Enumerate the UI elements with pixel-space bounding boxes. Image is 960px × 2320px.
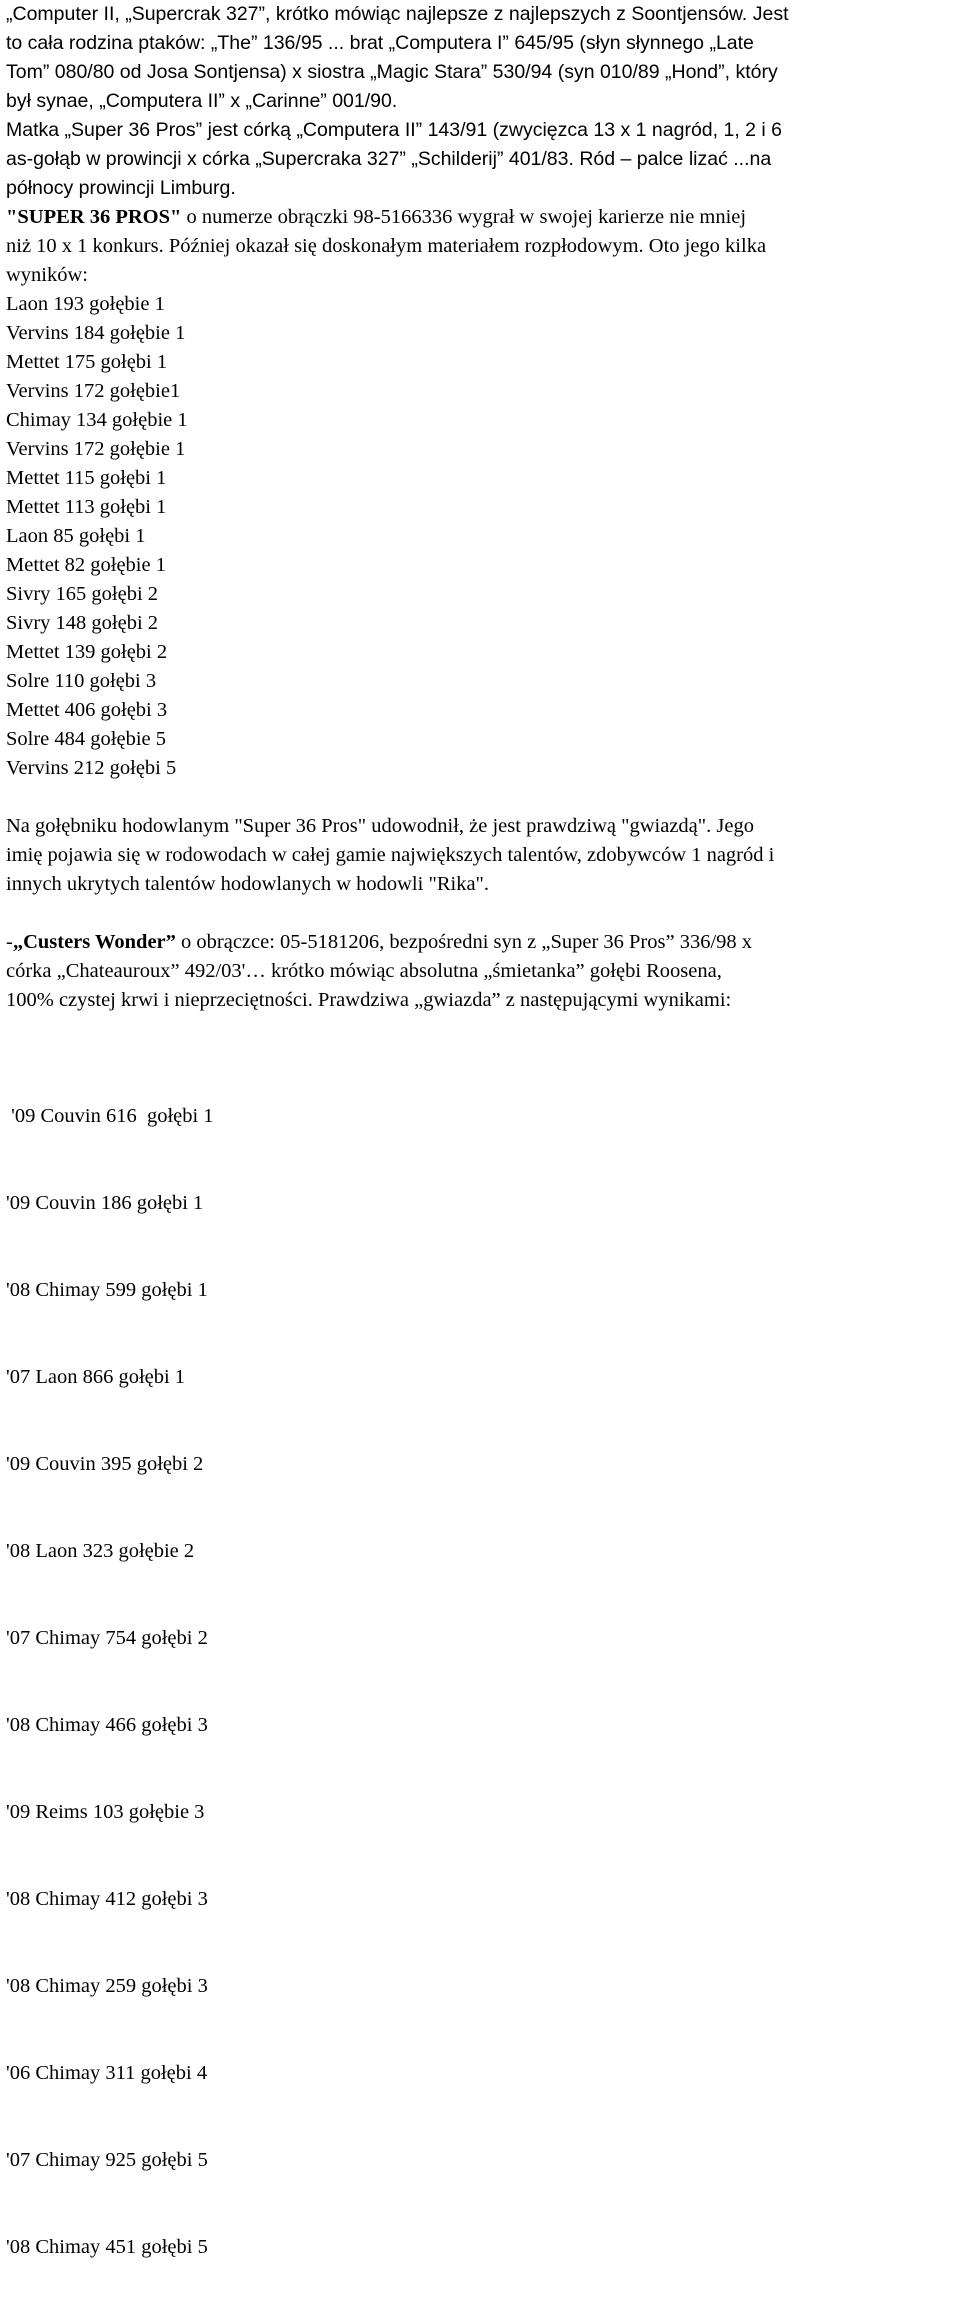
result-item: Solre 484 gołębie 5	[6, 728, 166, 750]
result-item: '09 Couvin 616 gołębi 1	[6, 1105, 214, 1127]
result-item: '07 Chimay 754 gołębi 2	[6, 1627, 208, 1649]
text-line: był synae, „Computera II” x „Carinne” 001/90.	[6, 90, 398, 112]
text-line: północy prowincji Limburg.	[6, 177, 236, 199]
custers-results-list	[6, 1044, 958, 2320]
result-item: '08 Laon 323 gołębie 2	[6, 1540, 195, 1562]
spacer	[6, 783, 958, 812]
result-item: '08 Chimay 466 gołębi 3	[6, 1714, 208, 1736]
result-item: '09 Reims 103 gołębie 3	[6, 1801, 205, 1823]
text-line: to cała rodzina ptaków: „The” 136/95 ... brat „Computera I” 645/95 (słyn słynnego „Late	[6, 32, 754, 54]
result-item: Vervins 172 gołębie1	[6, 380, 181, 402]
text-line: „Computer II, „Supercrak 327”, krótko mówiąc najlepsze z najlepszych z Soontjensów. Jest	[6, 3, 789, 25]
text-line: as-gołąb w prowincji x córka „Supercraka 327” „Schilderij” 401/83. Ród – palce lizać ...na	[6, 148, 772, 170]
result-item: Mettet 139 gołębi 2	[6, 641, 168, 663]
result-item: '08 Chimay 451 gołębi 5	[6, 2236, 208, 2258]
text-line	[6, 928, 958, 957]
document-page	[6, 0, 958, 2320]
text-line: imię pojawia się w rodowodach w całej gamie największych talentów, zdobywców 1 nagród i	[6, 844, 775, 866]
result-item: Mettet 113 gołębi 1	[6, 496, 167, 518]
result-item: '06 Chimay 311 gołębi 4	[6, 2062, 208, 2084]
result-item: Sivry 148 gołębi 2	[6, 612, 159, 634]
result-item: Chimay 134 gołębie 1	[6, 409, 188, 431]
pigeon-name: „Custers Wonder”	[12, 931, 176, 953]
text-line: wyników:	[6, 264, 88, 286]
result-item: Mettet 406 gołębi 3	[6, 699, 168, 721]
super36-results-list	[6, 290, 958, 783]
result-item: Vervins 184 gołębie 1	[6, 322, 186, 344]
result-item: Laon 193 gołębie 1	[6, 293, 165, 315]
text-line: 100% czystej krwi i nieprzeciętności. Prawdziwa „gwiazda” z następującymi wynikami:	[6, 989, 732, 1011]
pigeon-name: "SUPER 36 PROS"	[6, 206, 182, 228]
intro-paragraph	[6, 0, 958, 203]
text-fragment: o numerze obrączki 98-5166336 wygrał w swojej karierze nie mniej	[181, 206, 747, 228]
spacer	[6, 1015, 958, 1044]
result-item: Vervins 212 gołębi 5	[6, 757, 177, 779]
result-item: '08 Chimay 599 gołębi 1	[6, 1279, 208, 1301]
result-item: '07 Chimay 925 gołębi 5	[6, 2149, 208, 2171]
spacer	[6, 899, 958, 928]
text-line: Na gołębniku hodowlanym "Super 36 Pros" udowodnił, że jest prawdziwą "gwiazdą". Jego	[6, 815, 754, 837]
result-item: Sivry 165 gołębi 2	[6, 583, 159, 605]
result-item: '07 Laon 866 gołębi 1	[6, 1366, 186, 1388]
result-item: '09 Couvin 186 gołębi 1	[6, 1192, 204, 1214]
text-line: Matka „Super 36 Pros” jest córką „Computera II” 143/91 (zwycięzca 13 x 1 nagród, 1, 2 i 6	[6, 119, 783, 141]
dash-prefix: -	[6, 931, 13, 953]
result-item: Mettet 175 gołębi 1	[6, 351, 168, 373]
text-line: Tom” 080/80 od Josa Sontjensa) x siostra „Magic Stara” 530/94 (syn 010/89 „Hond”, który	[6, 61, 778, 83]
text-fragment: o obrączce: 05-5181206, bezpośredni syn z „Super 36 Pros” 336/98 x	[175, 931, 753, 953]
text-line	[6, 203, 958, 232]
result-item: '09 Couvin 395 gołębi 2	[6, 1453, 204, 1475]
text-line: innych ukrytych talentów hodowlanych w hodowli "Rika".	[6, 873, 490, 895]
result-item: Vervins 172 gołębie 1	[6, 438, 186, 460]
text-line: niż 10 x 1 konkurs. Później okazał się doskonałym materiałem rozpłodowym. Oto jego kilka	[6, 235, 767, 257]
result-item: Mettet 82 gołębie 1	[6, 554, 166, 576]
result-item: Laon 85 gołębi 1	[6, 525, 146, 547]
text-line: córka „Chateauroux” 492/03'… krótko mówiąc absolutna „śmietanka” gołębi Roosena,	[6, 960, 722, 982]
custers-section	[6, 928, 958, 2320]
result-item: Solre 110 gołębi 3	[6, 670, 157, 692]
result-item: '08 Chimay 412 gołębi 3	[6, 1888, 208, 1910]
result-item: Mettet 115 gołębi 1	[6, 467, 167, 489]
result-item: '08 Chimay 259 gołębi 3	[6, 1975, 208, 1997]
super36-section	[6, 203, 958, 899]
